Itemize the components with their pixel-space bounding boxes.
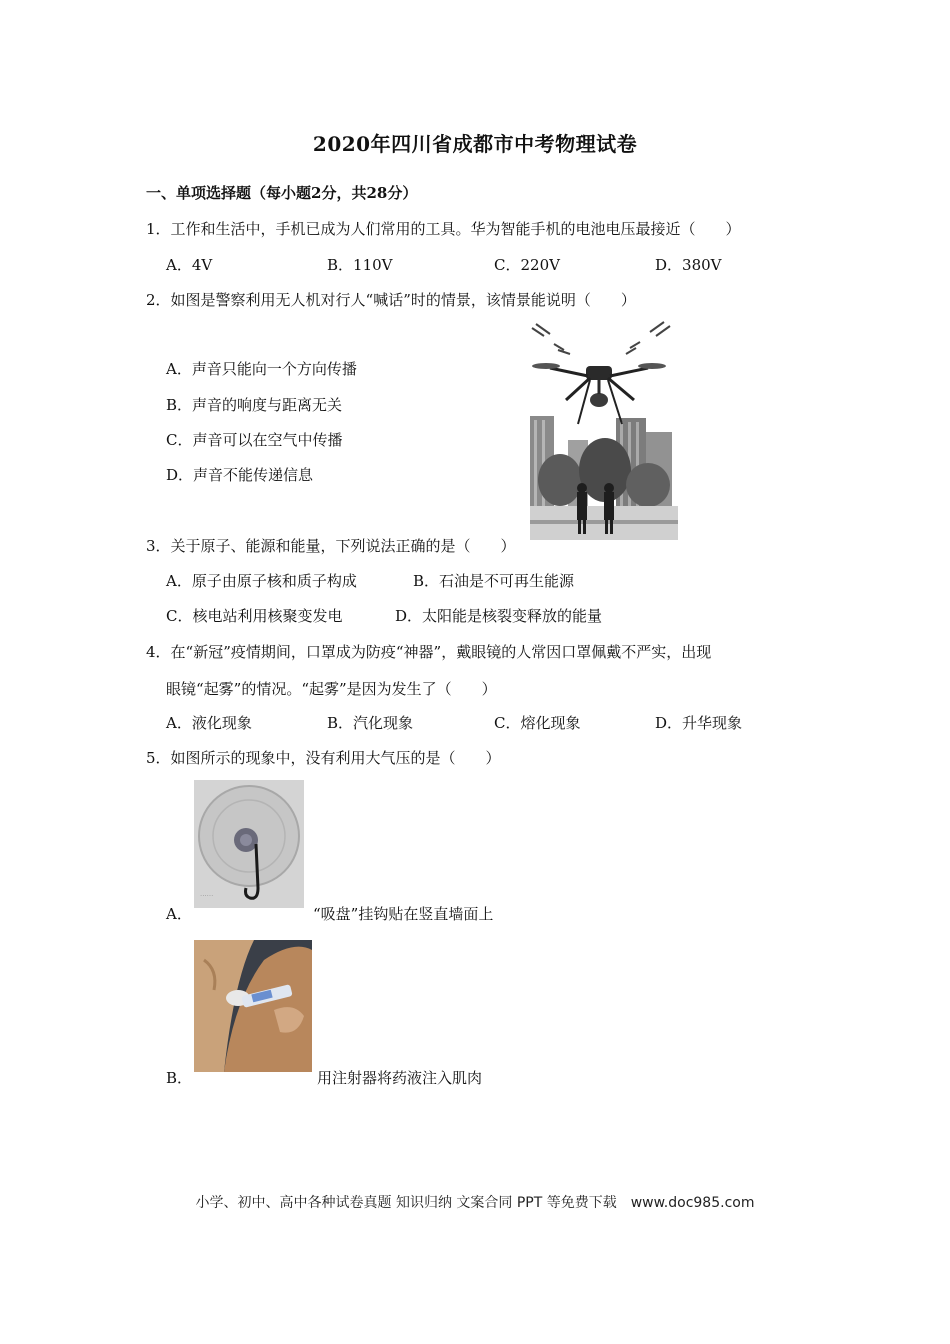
- page-footer: 小学、初中、高中各种试卷真题 知识归纳 文案合同 PPT 等免费下载 www.doc985.com: [195, 1195, 755, 1211]
- q1-option-a: A．4V: [166, 256, 213, 274]
- q4-option-b: B．汽化现象: [327, 714, 414, 732]
- syringe-injection-photo: [194, 940, 312, 1072]
- question-4-stem-line2: 眼镜“起雾”的情况。“起雾”是因为发生了（ ）: [166, 680, 497, 698]
- q1-option-d: D．380V: [655, 256, 722, 274]
- q4-option-d: D．升华现象: [655, 714, 743, 732]
- q2-option-d: D．声音不能传递信息: [166, 466, 314, 484]
- question-3-stem: 3．关于原子、能源和能量，下列说法正确的是（ ）: [146, 537, 516, 555]
- question-4-stem-line1: 4．在“新冠”疫情期间，口罩成为防疫“神器”，戴眼镜的人常因口罩佩戴不严实，出现: [146, 643, 712, 661]
- q2-option-b: B．声音的响度与距离无关: [166, 396, 343, 414]
- suction-cup-hook-photo: [194, 780, 304, 908]
- drone-police-photo: [530, 320, 678, 540]
- q5-option-b-label: B．: [166, 1069, 193, 1087]
- q5-option-b-text: 用注射器将药液注入肌肉: [317, 1069, 483, 1087]
- question-1-stem: 1．工作和生活中，手机已成为人们常用的工具。华为智能手机的电池电压最接近（ ）: [146, 220, 741, 238]
- q3-option-a: A．原子由原子核和质子构成: [166, 572, 357, 590]
- q3-option-c: C．核电站利用核聚变发电: [166, 607, 343, 625]
- q2-option-c: C．声音可以在空气中传播: [166, 431, 343, 449]
- q1-option-b: B．110V: [327, 256, 393, 274]
- q3-option-b: B．石油是不可再生能源: [413, 572, 575, 590]
- svg-text:......: ......: [200, 890, 214, 898]
- q5-option-a-text: “吸盘”挂钩贴在竖直墙面上: [313, 905, 494, 923]
- q5-option-a-label: A．: [166, 905, 192, 923]
- question-2-stem: 2．如图是警察利用无人机对行人“喊话”时的情景，该情景能说明（ ）: [146, 291, 636, 309]
- question-5-stem: 5．如图所示的现象中，没有利用大气压的是（ ）: [146, 749, 501, 767]
- page-title: 2020年四川省成都市中考物理试卷: [312, 132, 638, 156]
- q3-option-d: D．太阳能是核裂变释放的能量: [395, 607, 603, 625]
- section-heading: 一、单项选择题（每小题2分，共28分）: [146, 184, 418, 202]
- q1-option-c: C．220V: [494, 256, 560, 274]
- q4-option-a: A．液化现象: [166, 714, 252, 732]
- q2-option-a: A．声音只能向一个方向传播: [166, 360, 357, 378]
- q4-option-c: C．熔化现象: [494, 714, 581, 732]
